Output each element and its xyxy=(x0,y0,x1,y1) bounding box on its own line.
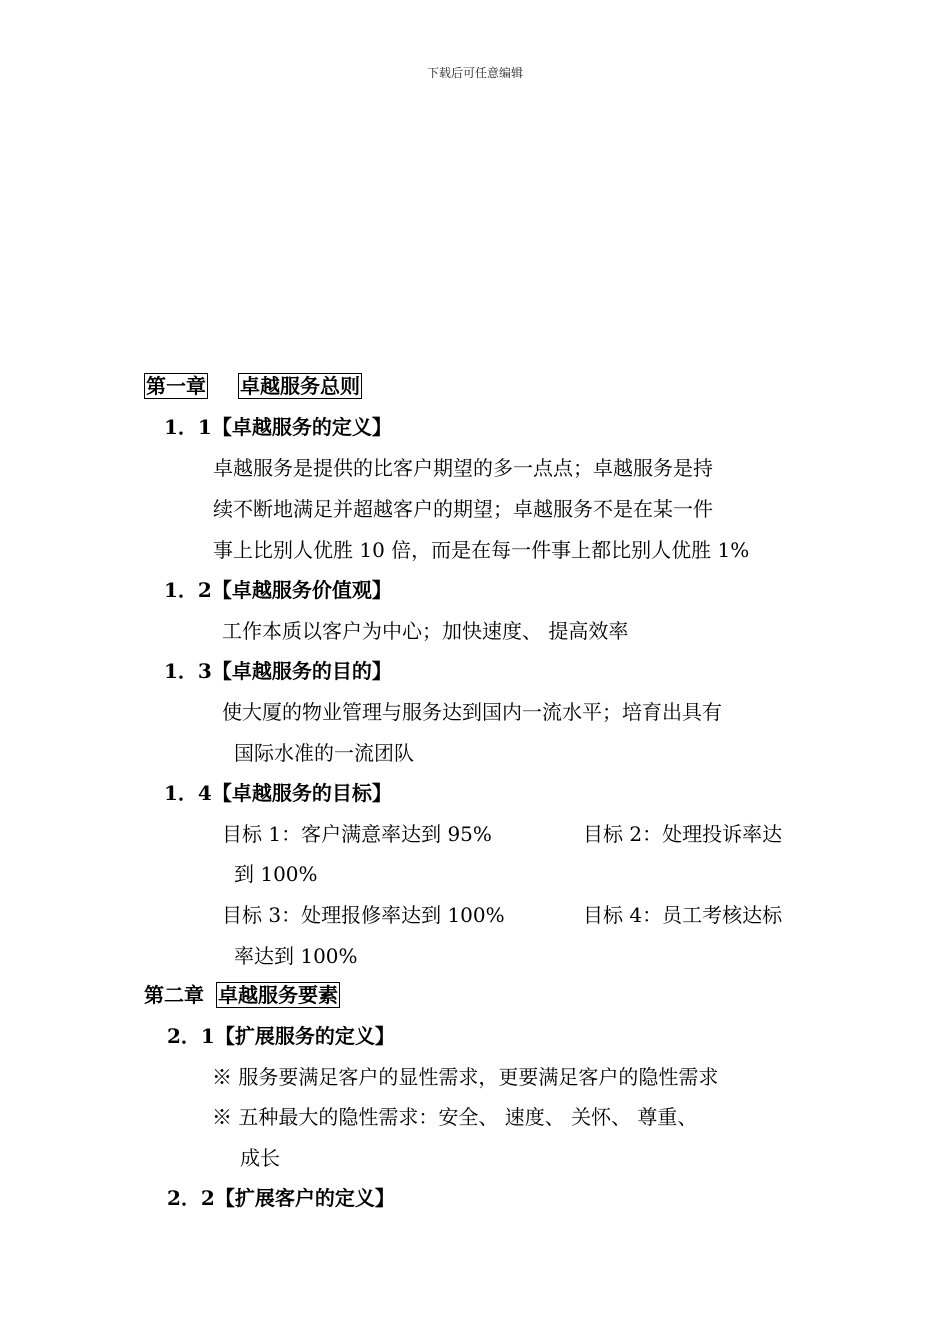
section-2-2-heading xyxy=(167,1186,395,1210)
chapter-2-heading xyxy=(144,983,340,1007)
section-2-1-heading xyxy=(167,1024,395,1048)
chapter-1-number: 第一章 xyxy=(146,374,206,398)
section-2-1-line-1: ※ 服务要满足客户的显性需求，更要满足客户的隐性需求 xyxy=(212,1065,719,1089)
section-2-1-title: 【扩展服务的定义】 xyxy=(214,1024,395,1048)
chapter-1-heading xyxy=(144,374,362,398)
section-1-3-line-1: 使大厦的物业管理与服务达到国内一流水平；培育出具有 xyxy=(222,700,722,724)
section-2-1-line-3: 成长 xyxy=(240,1146,280,1170)
section-1-1-line-1: 卓越服务是提供的比客户期望的多一点点；卓越服务是持 xyxy=(213,456,713,480)
section-1-4-number: 1．4 xyxy=(164,781,212,805)
goal-2-part-2: 到 100% xyxy=(234,862,318,886)
section-1-2-line-1: 工作本质以客户为中心；加快速度、 提高效率 xyxy=(222,619,629,643)
section-2-2-title: 【扩展客户的定义】 xyxy=(214,1186,395,1210)
section-2-1-number: 2．1 xyxy=(167,1024,215,1048)
section-1-3-line-2: 国际水准的一流团队 xyxy=(234,741,414,765)
section-2-1-line-2: ※ 五种最大的隐性需求：安全、 速度、 关怀、 尊重、 xyxy=(212,1105,698,1129)
section-1-1-line-3: 事上比别人优胜 10 倍，而是在每一件事上都比别人优胜 1% xyxy=(213,538,750,562)
section-1-1-line-2: 续不断地满足并超越客户的期望；卓越服务不是在某一件 xyxy=(213,497,713,521)
goal-4-part-1: 目标 4：员工考核达标 xyxy=(583,903,783,927)
goal-4-part-2: 率达到 100% xyxy=(234,944,358,968)
section-1-3-title: 【卓越服务的目的】 xyxy=(211,659,392,683)
section-1-4-title: 【卓越服务的目标】 xyxy=(211,781,392,805)
section-1-1-heading xyxy=(164,415,392,439)
goal-1: 目标 1：客户满意率达到 95% xyxy=(222,822,492,846)
chapter-1-title: 卓越服务总则 xyxy=(240,374,360,398)
page-header: 下载后可任意编辑 xyxy=(426,66,523,80)
section-1-3-heading xyxy=(164,659,392,683)
goal-3: 目标 3：处理报修率达到 100% xyxy=(222,903,505,927)
section-1-1-number: 1．1 xyxy=(164,415,212,439)
section-1-2-heading xyxy=(164,578,392,602)
section-2-2-number: 2．2 xyxy=(167,1186,215,1210)
chapter-2-title: 卓越服务要素 xyxy=(218,983,338,1007)
section-1-3-number: 1．3 xyxy=(164,659,212,683)
section-1-1-title: 【卓越服务的定义】 xyxy=(211,415,392,439)
goal-2-part-1: 目标 2：处理投诉率达 xyxy=(583,822,783,846)
section-1-2-number: 1．2 xyxy=(164,578,212,602)
chapter-2-number: 第二章 xyxy=(144,983,204,1007)
section-1-2-title: 【卓越服务价值观】 xyxy=(211,578,392,602)
section-1-4-heading xyxy=(164,781,392,805)
